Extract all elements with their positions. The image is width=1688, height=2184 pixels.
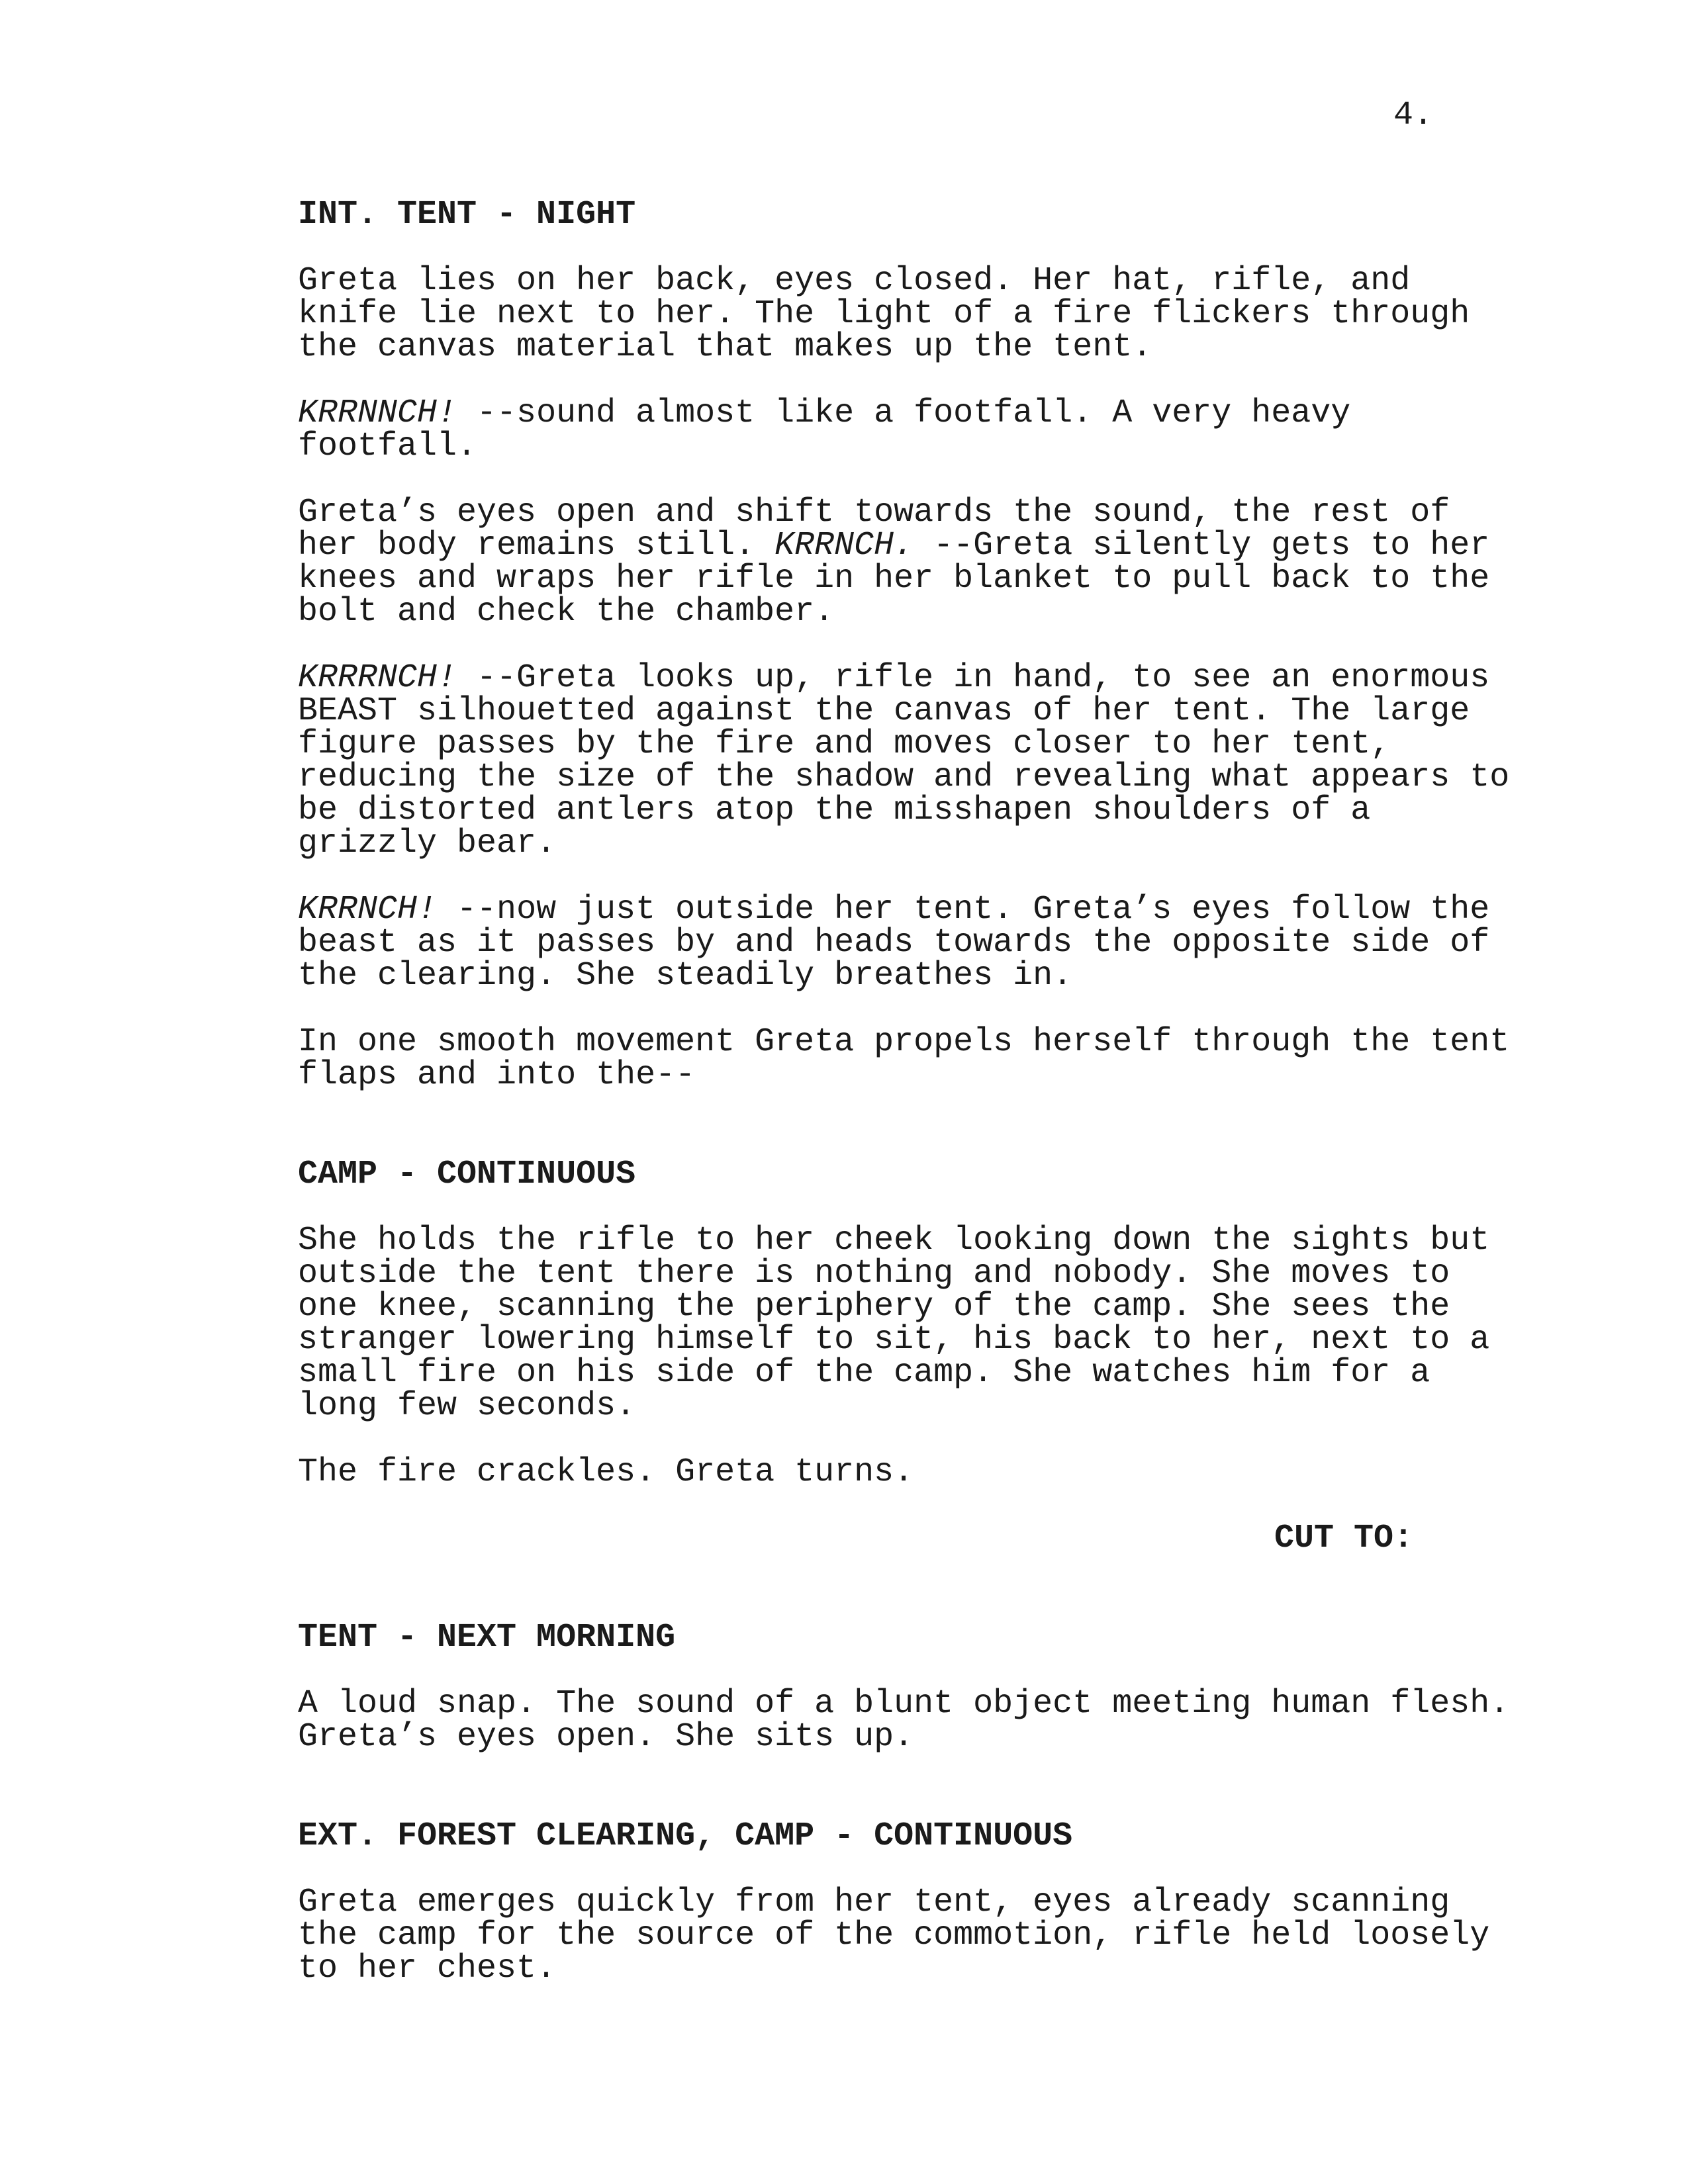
paragraph-spacer: [298, 364, 1489, 397]
paragraph-spacer: [298, 1853, 1489, 1886]
action-line: [298, 1718, 1489, 1756]
action-line: [298, 295, 1489, 333]
action-line: [298, 430, 1489, 463]
action-line: [298, 1321, 1490, 1359]
scene-heading: EXT. FOREST CLEARING, CAMP - CONTINUOUS: [298, 1817, 1073, 1855]
paragraph-spacer: [298, 1191, 1489, 1224]
action-line: [298, 1354, 1489, 1392]
action-line: [298, 1056, 1489, 1094]
action-paragraph: [298, 1023, 1510, 1094]
action-line: [298, 1453, 1489, 1491]
paragraph-spacer: [298, 1423, 1489, 1456]
action-text: In one smooth movement Greta propels herself through the tent: [298, 1023, 1510, 1061]
sound-effect-text: KRRNCH!: [298, 891, 438, 929]
scene-heading: TENT - NEXT MORNING: [298, 1619, 676, 1657]
action-text: A loud snap. The sound of a blunt object meeting human flesh.: [298, 1685, 1510, 1723]
action-line: [298, 1224, 1489, 1257]
paragraph-spacer: [298, 860, 1489, 893]
sound-effect-text: KRRNCH.: [774, 527, 914, 565]
action-line: [298, 1886, 1489, 1919]
action-line: [298, 560, 1490, 598]
action-line: [298, 328, 1489, 366]
action-paragraph: [298, 1453, 1489, 1491]
action-paragraph: [298, 659, 1510, 862]
action-text: stranger lowering himself to sit, his back to her, next to a: [298, 1321, 1490, 1359]
action-text: She holds the rifle to her cheek looking down the sights but: [298, 1222, 1490, 1259]
action-line: [298, 794, 1489, 827]
action-paragraph: [298, 1224, 1489, 1423]
paragraph-spacer: [298, 1489, 1489, 1522]
screenplay-body: [298, 196, 1510, 1987]
action-text: to her chest.: [298, 1950, 557, 1987]
action-line: [298, 924, 1490, 962]
action-text: outside the tent there is nothing and nobody. She moves to: [298, 1255, 1450, 1293]
action-text: small fire on his side of the camp. She watches him for a: [298, 1354, 1430, 1392]
action-line: [298, 957, 1489, 995]
action-text: --Greta silently gets to her: [914, 527, 1490, 565]
action-line: [298, 659, 1490, 697]
action-text: long few seconds.: [298, 1387, 636, 1425]
action-text: Greta’s eyes open and shift towards the sound, the rest of: [298, 494, 1450, 531]
action-text: --sound almost like a footfall. A very heavy: [457, 394, 1351, 432]
action-text: Greta emerges quickly from her tent, eyes already scanning: [298, 1884, 1450, 1921]
sound-effect-text: KRRRNCH!: [298, 659, 457, 697]
action-line: [298, 893, 1489, 927]
action-line: [298, 692, 1489, 730]
action-line: [298, 496, 1489, 529]
paragraph-spacer: [298, 1655, 1489, 1688]
action-line: [298, 1685, 1510, 1723]
action-line: [298, 1023, 1510, 1061]
paragraph-spacer: [298, 463, 1489, 496]
action-line: [298, 1919, 1489, 1952]
action-paragraph: [298, 1685, 1510, 1756]
action-line: [298, 1257, 1489, 1291]
paragraph-spacer: [298, 629, 1489, 662]
action-paragraph: [298, 893, 1489, 993]
action-paragraph: [298, 1886, 1489, 1985]
action-line: [298, 593, 1489, 631]
sound-effect-text: KRRNNCH!: [298, 394, 457, 432]
action-text: beast as it passes by and heads towards the opposite side of: [298, 924, 1490, 962]
action-text: Greta’s eyes open. She sits up.: [298, 1718, 914, 1756]
scene-spacer: [298, 1555, 1489, 1621]
action-line: [298, 1387, 1489, 1425]
action-text: her body remains still.: [298, 527, 775, 565]
scene-heading: CAMP - CONTINUOUS: [298, 1156, 636, 1193]
action-line: [298, 529, 1489, 563]
action-text: grizzly bear.: [298, 825, 557, 862]
action-text: The fire crackles. Greta turns.: [298, 1453, 914, 1491]
action-text: knees and wraps her rifle in her blanket to pull back to the: [298, 560, 1490, 598]
action-line: [298, 827, 1489, 860]
action-text: --Greta looks up, rifle in hand, to see an enormous: [457, 659, 1490, 697]
action-text: the clearing. She steadily breathes in.: [298, 957, 1073, 995]
action-text: footfall.: [298, 428, 477, 465]
action-text: knife lie next to her. The light of a fire flickers through: [298, 295, 1470, 333]
paragraph-spacer: [298, 232, 1489, 265]
action-text: figure passes by the fire and moves closer to her tent,: [298, 725, 1391, 763]
action-text: BEAST silhouetted against the canvas of her tent. The large: [298, 692, 1470, 730]
page-number: 4.: [1393, 97, 1434, 134]
action-text: the camp for the source of the commotion, rifle held loosely: [298, 1917, 1490, 1954]
action-text: be distorted antlers atop the misshapen shoulders of a: [298, 792, 1371, 829]
action-line: [298, 1288, 1489, 1326]
action-line: [298, 725, 1489, 763]
scene-heading: INT. TENT - NIGHT: [298, 196, 636, 234]
action-paragraph: [298, 262, 1489, 366]
action-text: bolt and check the chamber.: [298, 593, 835, 631]
action-text: the canvas material that makes up the tent.: [298, 328, 1152, 366]
scene-spacer: [298, 1092, 1489, 1158]
action-text: flaps and into the--: [298, 1056, 696, 1094]
transition: CUT TO:: [1274, 1520, 1414, 1557]
action-paragraph: [298, 496, 1489, 629]
action-text: --now just outside her tent. Greta’s eyes follow the: [437, 891, 1490, 929]
action-text: reducing the size of the shadow and revealing what appears to: [298, 758, 1510, 796]
action-text: one knee, scanning the periphery of the camp. She sees the: [298, 1288, 1450, 1326]
action-line: [298, 758, 1510, 796]
action-text: Greta lies on her back, eyes closed. Her hat, rifle, and: [298, 262, 1411, 300]
action-line: [298, 262, 1489, 300]
action-line: [298, 394, 1489, 432]
action-paragraph: [298, 394, 1489, 465]
scene-spacer: [298, 1754, 1489, 1820]
paragraph-spacer: [298, 993, 1489, 1026]
action-line: [298, 1952, 1489, 1985]
